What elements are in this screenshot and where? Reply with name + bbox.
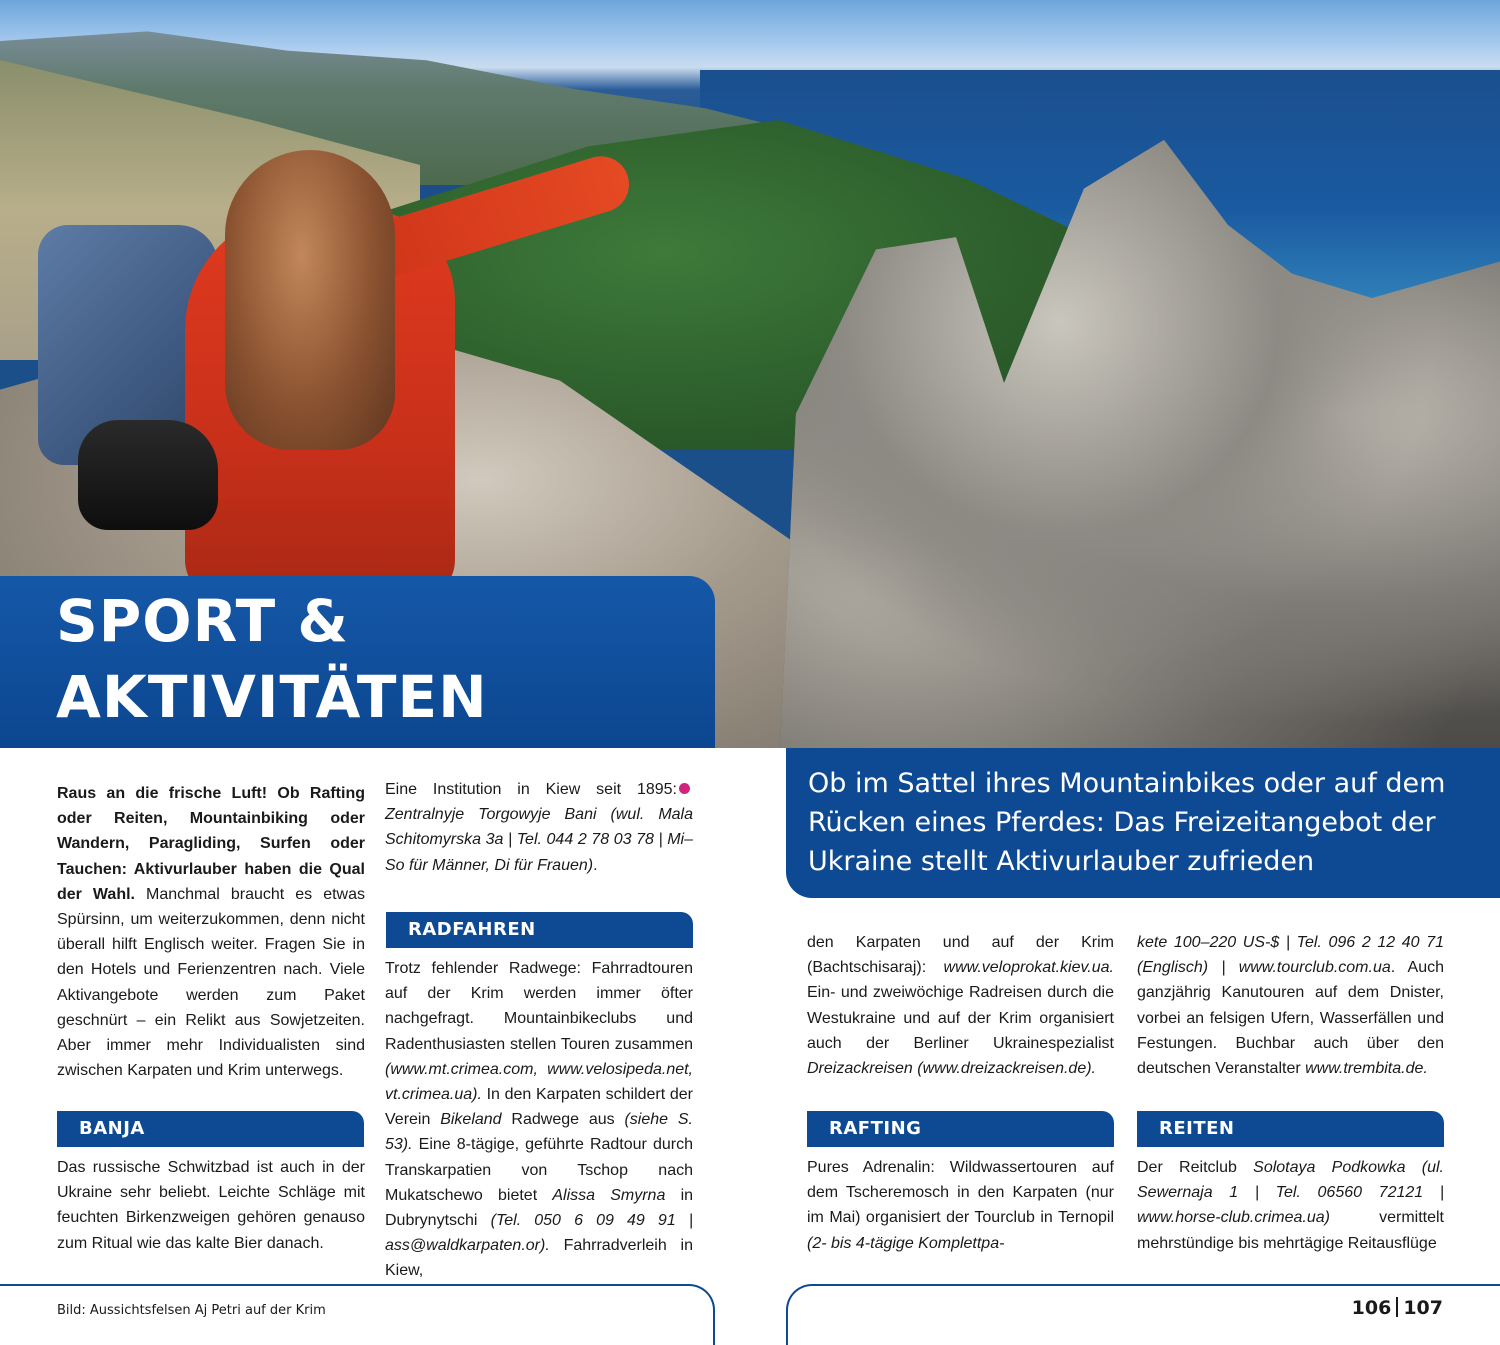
column-banja-cont [385,777,693,878]
page-number-right: 107 [1403,1297,1443,1319]
column-rafting-cont [1137,930,1444,1081]
rafting-details-a: (2- bis 4-tägige Komplettpa- [807,1234,1005,1252]
column-rafting [807,1155,1114,1256]
rad-text-2: In den Karpaten schildert der Verein [385,1086,693,1129]
section-heading-banja: BANJA [57,1111,364,1147]
location-marker-icon [679,783,690,794]
photo-caption: Bild: Aussichtsfelsen Aj Petri auf der Krim [57,1303,326,1318]
reiten-text-1: Der Reitclub [1137,1159,1237,1176]
rafting-operator-link: www.trembita.de. [1305,1060,1428,1078]
rad-text-3: Radwege aus [511,1111,615,1129]
banja-text: Das russische Schwitzbad ist auch in der Ukraine sehr beliebt. Leichte Schläge mit feuchten Birkenzweigen gehören genauso zum Ritual wie das kalte Bier danach. [57,1159,365,1252]
rad-text-4: Eine 8-tägige, geführte Radtour durch Transkarpatien von Tschop nach Mukatschewo bietet [385,1136,693,1204]
title-text-layer [0,576,715,748]
rad-contact: (Tel. 050 6 09 49 91 | ass@waldkarpaten.or). [385,1212,693,1255]
page-numbers [1352,1297,1443,1319]
column-intro [57,781,365,1083]
section-heading-rafting: RAFTING [807,1111,1114,1147]
rad-rental-link: www.veloprokat.kiev.ua. [943,959,1114,977]
intro-lead: Raus an die frische Luft! Ob Rafting oder Reiten, Mountainbiking oder Wandern, Paragliding, Surfen oder Tauchen: Aktivurlauber haben die Qual der Wahl. [57,785,365,903]
rafting-text-2: . Auch ganzjährig Kanutouren auf dem Dnister, vorbei an felsigen Ufern, Wasserfällen und Festungen. Buchbar auch über den deutschen Veranstalter [1137,959,1444,1078]
intro-text: Manchmal braucht es etwas Spürsinn, um weiterzukommen, denn nicht überall hilft Englisch weiter. Fragen Sie in den Hotels und Ferienzentren nach. Viele Aktivangebote werden zum Paket geschnürt – ein Relikt aus Sowjetzeiten. Aber immer mehr Individualisten sind zwischen Karpaten und Krim unterwegs. [57,885,365,1080]
photo-person-hair [225,150,395,450]
rad-text-5: in Dubrynytschi [385,1186,694,1230]
reiten-club: Solotaya Podkowka (ul. Sewernaja 1 | Tel. 06560 72121 | www.horse-club.crimea.ua) [1137,1159,1444,1227]
rad-bikeland: Bikeland [440,1111,502,1129]
page-title-line-1: SPORT & [56,587,349,655]
rad-links-1: (www.mt.crimea.com, www.velosipeda.net, vt.crimea.ua). [385,1060,693,1104]
reiten-text-2: vermittelt mehrstündige bis mehrtägige Reitausflüge [1137,1209,1444,1252]
section-heading-reiten: REITEN [1137,1111,1444,1147]
section-heading-radfahren: RADFAHREN [386,912,693,948]
rafting-details-b: kete 100–220 US-$ | Tel. 096 2 12 40 71 (Englisch) | www.tourclub.com.ua [1137,934,1444,977]
rafting-text-1: Pures Adrenalin: Wildwassertouren auf dem Tscheremosch in den Karpaten (nur im Mai) organisiert der Tourclub in Ternopil [807,1159,1114,1227]
rad-tour-operator: Dreizackreisen (www.dreizackreisen.de). [807,1060,1096,1078]
banja-venue: Zentralnyje Torgowyje Bani (wul. Mala Schitomyrska 3a | Tel. 044 2 78 03 78 | Mi–So für Männer, Di für Frauen) [385,806,693,874]
rad-text-6a: Fahrradverleih in Kiew, [385,1237,693,1280]
lead-box [786,748,1500,898]
rad-text-6b: den Karpaten und auf der Krim (Bachtschisaraj): [807,934,1114,977]
banja-cont-end: . [593,856,598,874]
column-banja [57,1155,365,1256]
page-title-line-2: AKTIVITÄTEN [56,663,488,731]
rad-text-1: Trotz fehlender Radwege: Fahrradtouren auf der Krim werden immer öfter nachgefragt. Mountainbikeclubs und Radenthusiasten stellen Touren zusammen [385,960,693,1053]
rad-text-7: Ein- und zweiwöchige Radreisen durch die Westukraine und auf der Krim organisiert auch der Berliner Ukrainespezialist [807,984,1114,1052]
column-reiten [1137,1155,1444,1256]
column-radfahren [385,956,694,1280]
page-number-left: 106 [1351,1297,1392,1319]
lead-text: Ob im Sattel ihres Mountainbikes oder auf dem Rücken eines Pferdes: Das Freizeitangebot der Ukraine stellt Aktivurlauber zufrieden [808,768,1446,877]
rad-provider: Alissa Smyrna [552,1186,666,1204]
column-radfahren-cont [807,930,1114,1081]
page-number-divider [1396,1297,1398,1317]
photo-handbag [78,420,218,530]
banja-cont-text: Eine Institution in Kiew seit 1895: [385,781,677,798]
rad-see-page: (siehe S. 53). [385,1111,693,1154]
